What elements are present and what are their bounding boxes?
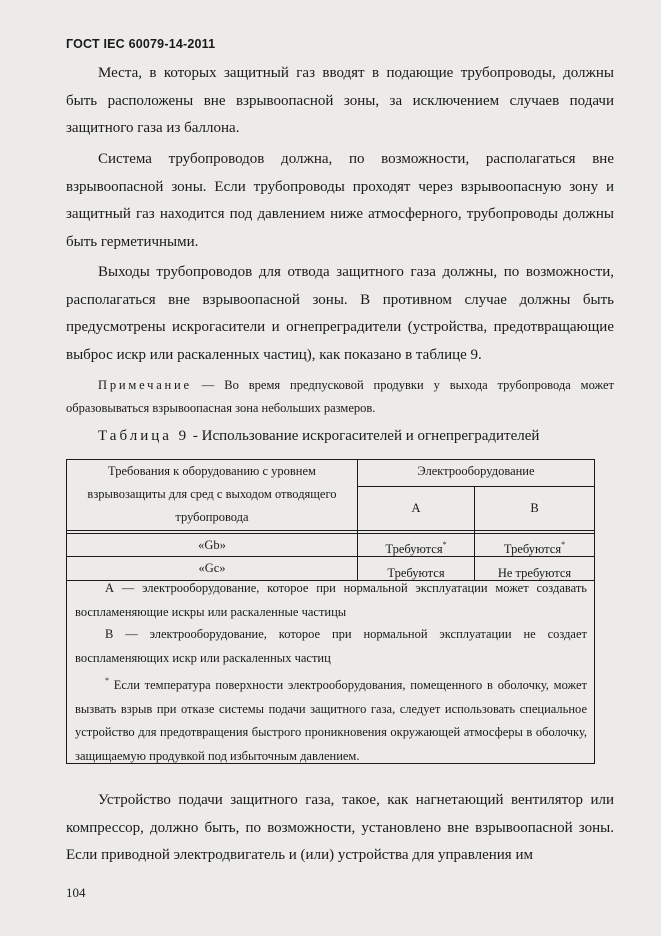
note-text: Во время предпусковой продувки у выхода трубопровода может образовываться взрывоопасная зона небольших размеров.: [66, 378, 614, 415]
asterisk-mark: *: [442, 540, 447, 549]
page-number: 104: [66, 885, 86, 900]
paragraph-3: Выходы трубопроводов для отвода защитного газа должны, по возможности, располагаться вне взрывоопасной зоны. В противном случае должны быть предусмотрены искрогасители и огнепреградители (устройства, предотвращающие выброс искр или раскаленных частиц), как показано в таблице 9.: [66, 264, 614, 363]
cell-value: Требуются: [385, 542, 443, 556]
table-9: [66, 459, 595, 764]
table-caption: [98, 428, 539, 445]
table-caption-text: - Использование искрогасителей и огнепреградителей: [189, 428, 540, 444]
note-dash: —: [191, 378, 225, 392]
table-row-req: «Gc»: [198, 561, 226, 575]
table-row-req: «Gb»: [198, 538, 226, 552]
paragraph-4: Устройство подачи защитного газа, такое, как нагнетающий вентилятор или компрессор, должно быть, по возможности, установлено вне взрывоопасной зоны. Если приводной электродвигатель и (или) устройства для управления им: [66, 792, 614, 863]
cell-value: Требуются: [387, 566, 445, 580]
table-header-equipment: Электрооборудование: [417, 464, 535, 478]
note-label: Примечание: [98, 378, 192, 392]
note: [66, 374, 614, 420]
table-header-b: В: [530, 501, 539, 515]
cell-value: Не требуются: [497, 566, 572, 580]
asterisk-mark: *: [561, 540, 566, 549]
footnote-star: [75, 669, 587, 768]
table-divider: [67, 530, 594, 531]
footnote-b: В — электрооборудование, которое при нормальной эксплуатации не создает воспламеняющих искр или раскаленных частиц: [75, 627, 587, 665]
paragraph-2: Система трубопроводов должна, по возможности, располагаться вне взрывоопасной зоны. Если трубопроводы проходят через взрывоопасную зону и защитный газ находится под давлением ниже атмосферного, трубопроводы должны быть герметичными.: [66, 151, 614, 250]
paragraph-1: Места, в которых защитный газ вводят в подающие трубопроводы, должны быть расположены вне взрывоопасной зоны, за исключением случаев подачи защитного газа из баллона.: [66, 65, 614, 136]
document-header: ГОСТ IEC 60079-14-2011: [66, 37, 216, 51]
table-header-requirements: Требования к оборудованию с уровнем взрывозащиты для сред с выходом отводящего трубопровода: [87, 464, 337, 524]
table-header-a: А: [411, 501, 421, 515]
cell-value: Требуются: [503, 542, 562, 556]
footnote-star-text: Если температура поверхности электрооборудования, помещенного в оболочку, может вызвать взрыв при отказе системы подачи защитного газа, следует использовать специальное устройство для предотвращения быстрого проникновения окружающей атмосферы в оболочку, защищаемую продувкой под избыточным давлением.: [75, 678, 587, 763]
table-caption-label: Таблица 9: [98, 428, 190, 444]
footnote-a: А — электрооборудование, которое при нормальной эксплуатации может создавать воспламеняющие искры или раскаленные частицы: [75, 581, 587, 619]
asterisk-mark: *: [105, 676, 109, 685]
